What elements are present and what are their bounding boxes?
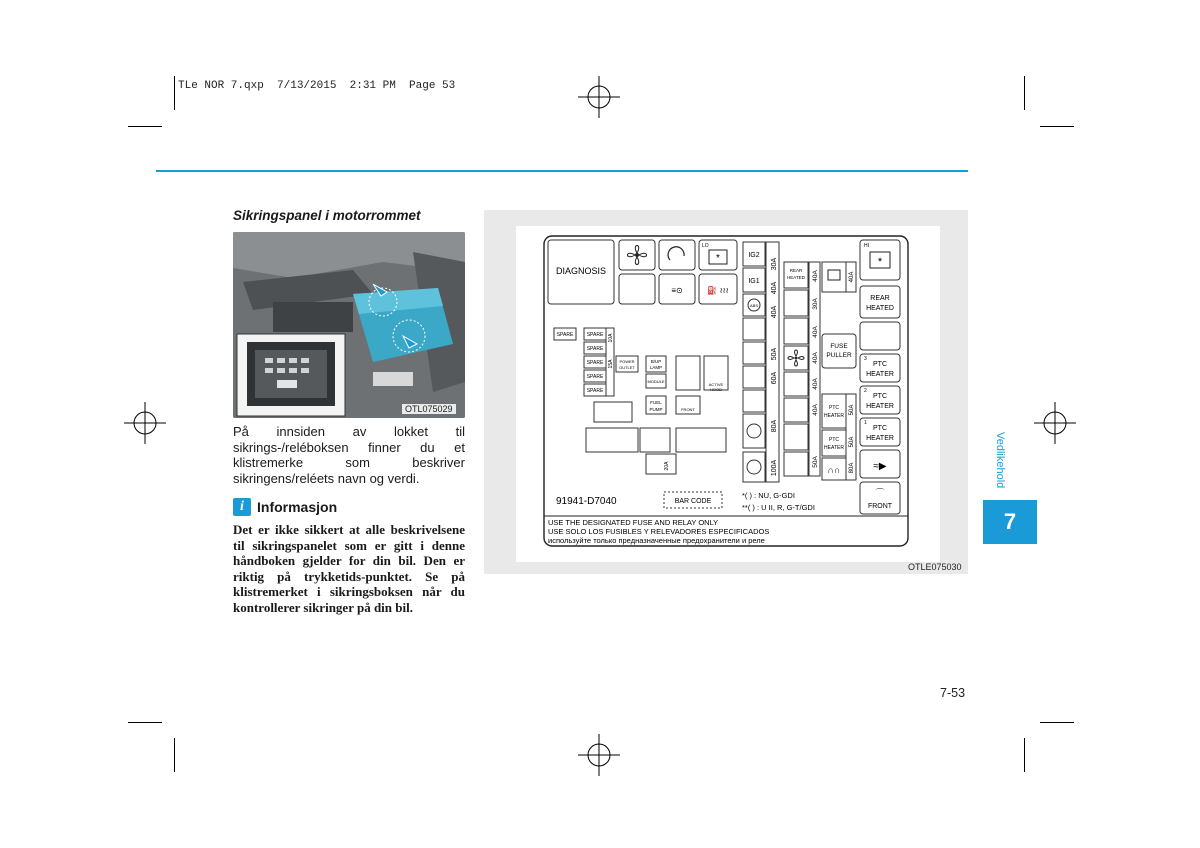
crop-mark [1040, 722, 1074, 723]
amp-30a: 30A [812, 298, 819, 310]
ig2-label: IG2 [748, 252, 760, 259]
part-number: 91941-D7040 [556, 496, 617, 507]
registration-mark-icon [124, 402, 166, 444]
photo-code: OTL075029 [402, 404, 456, 414]
print-slug: TLe NOR 7.qxp 7/13/2015 2:31 PM Page 53 [178, 80, 456, 92]
footer-line-2: USE SOLO LOS FUSIBLES Y RELEVADORES ESPECIFICADOS [548, 527, 770, 536]
crop-mark [128, 722, 162, 723]
power-outlet-line1: POWER [619, 359, 635, 364]
spare-label: SPARE [586, 332, 604, 338]
svg-text:≈▶: ≈▶ [873, 461, 887, 472]
section-heading: Sikringspanel i motorrommet [233, 208, 421, 223]
amp-100a: 100A [771, 459, 778, 477]
amp-80a: 80A [849, 462, 855, 474]
amp-40a: 40A [812, 404, 819, 416]
info-icon: i [233, 498, 251, 516]
front-label: FRONT [867, 503, 893, 510]
front-small-label: FRONT [681, 407, 695, 412]
amp-50a: 50A [849, 404, 855, 416]
footer-line-3: используйте только предназначенные предохранители и реле [548, 536, 765, 545]
fuel-pump-line1: FUEL [650, 400, 662, 405]
info-header [233, 498, 337, 516]
registration-mark-icon [578, 76, 620, 118]
ptc-number-2: 2 [864, 388, 867, 394]
ptc-heater-line2: HEATER [866, 371, 894, 378]
ptc-number-1: 1 [864, 420, 867, 426]
fuel-pump-line2: PUMP [649, 407, 663, 412]
spare-label: SPARE [586, 374, 604, 380]
chapter-tab: 7 [983, 500, 1037, 544]
amp-10a: 10A [608, 333, 614, 343]
fuse-puller-line1: FUSE [830, 343, 848, 350]
registration-mark-icon [1034, 402, 1076, 444]
info-body: Det er ikke sikkert at alle beskrivelsene til sikringspanelet som er gitt i denne håndboken gjelder for din bil. Den er riktig på trykketids-punktet. Se på klistremerket i sikringsboksen når du kontrollerer sikringer på din bil. [233, 522, 465, 615]
fuse-puller-line2: PULLER [826, 352, 852, 359]
module-label: MODULE [647, 379, 665, 384]
active-hood-line1: ACTIVE [708, 382, 724, 387]
svg-text:∩∩: ∩∩ [827, 465, 841, 475]
footer-line-1: USE THE DESIGNATED FUSE AND RELAY ONLY [548, 518, 719, 527]
ptc-heater-small-line2: HEATER [824, 445, 844, 451]
ptc-heater-small-line1: PTC [829, 437, 839, 443]
svg-text:≡⊙: ≡⊙ [671, 286, 683, 295]
svg-text:*: * [716, 253, 720, 264]
abs-label: ABS [749, 303, 759, 308]
spare-label: SPARE [586, 346, 604, 352]
section-side-label: Vedlikehold [994, 432, 1006, 489]
amp-15a: 15A [608, 359, 614, 369]
svg-text:⛽ ≀≀≀: ⛽ ≀≀≀ [707, 286, 729, 295]
ptc-heater-line2: HEATER [866, 435, 894, 442]
svg-text:*: * [877, 256, 883, 268]
crop-mark [1024, 738, 1025, 772]
body-paragraph: På innsiden av lokket til sikrings-/reléboksen finner du et klistremerke som beskriver sikringens/reléets navn og verdi. [233, 424, 465, 486]
page-number: 7-53 [940, 686, 966, 700]
amp-40a: 40A [812, 352, 819, 364]
crop-mark [174, 76, 175, 110]
engine-bay-illustration [233, 232, 465, 418]
ig1-label: IG1 [748, 278, 760, 285]
engine-bay-photo [233, 232, 465, 418]
rear-heated-small-line2: HEATED [787, 275, 805, 280]
ptc-heater-line1: PTC [873, 425, 887, 432]
amp-30a: 30A [771, 257, 778, 271]
svg-text:⌒: ⌒ [875, 488, 885, 498]
amp-80a: 80A [771, 419, 778, 433]
spare-label: SPARE [586, 360, 604, 366]
note-1: *( ) : NU, G-GDI [742, 491, 795, 500]
panel-code: OTLE075030 [908, 562, 962, 572]
crop-mark [174, 738, 175, 772]
info-title: Informasjon [257, 499, 338, 515]
ptc-heater-line2: HEATER [866, 403, 894, 410]
amp-40a: 40A [849, 271, 855, 283]
bar-code-label: BAR CODE [674, 498, 712, 505]
ptc-heater-small-line1: PTC [829, 405, 839, 411]
crop-mark [1024, 76, 1025, 110]
lo-label: LO [702, 243, 709, 249]
ptc-heater-small-line2: HEATER [824, 413, 844, 419]
hi-label: HI [864, 243, 869, 249]
rear-heated-small-line1: REAR [789, 268, 803, 273]
crop-mark [128, 126, 162, 127]
rear-heated-line1: REAR [870, 295, 890, 302]
spare-label: SPARE [586, 388, 604, 394]
amp-40a: 40A [771, 281, 778, 295]
amp-50a: 50A [812, 456, 819, 468]
amp-60a: 60A [771, 371, 778, 385]
rear-heated-line2: HEATED [866, 305, 894, 312]
amp-40a: 40A [812, 270, 819, 282]
amp-50a: 50A [771, 347, 778, 361]
amp-50a: 50A [849, 436, 855, 448]
active-hood-line2: HOOD [710, 387, 722, 392]
registration-mark-icon [578, 734, 620, 776]
fuse-panel-diagram [516, 226, 940, 562]
diagnosis-label: DIAGNOSIS [555, 266, 607, 276]
bu-lamp-line1: B/UP [650, 359, 662, 364]
power-outlet-line2: OUTLET [619, 365, 635, 370]
amp-40a: 40A [812, 378, 819, 390]
ptc-heater-line1: PTC [873, 393, 887, 400]
note-2: **( ) : U II, R, G-T/GDI [742, 503, 815, 512]
crop-mark [1040, 126, 1074, 127]
amp-40a: 40A [771, 305, 778, 319]
amp-40a: 40A [812, 326, 819, 338]
ptc-number-3: 3 [864, 356, 867, 362]
amp-20a: 20A [664, 461, 670, 471]
ptc-heater-line1: PTC [873, 361, 887, 368]
header-rule [156, 170, 968, 172]
bu-lamp-line2: LAMP [649, 365, 663, 370]
spare-label: SPARE [556, 332, 574, 338]
